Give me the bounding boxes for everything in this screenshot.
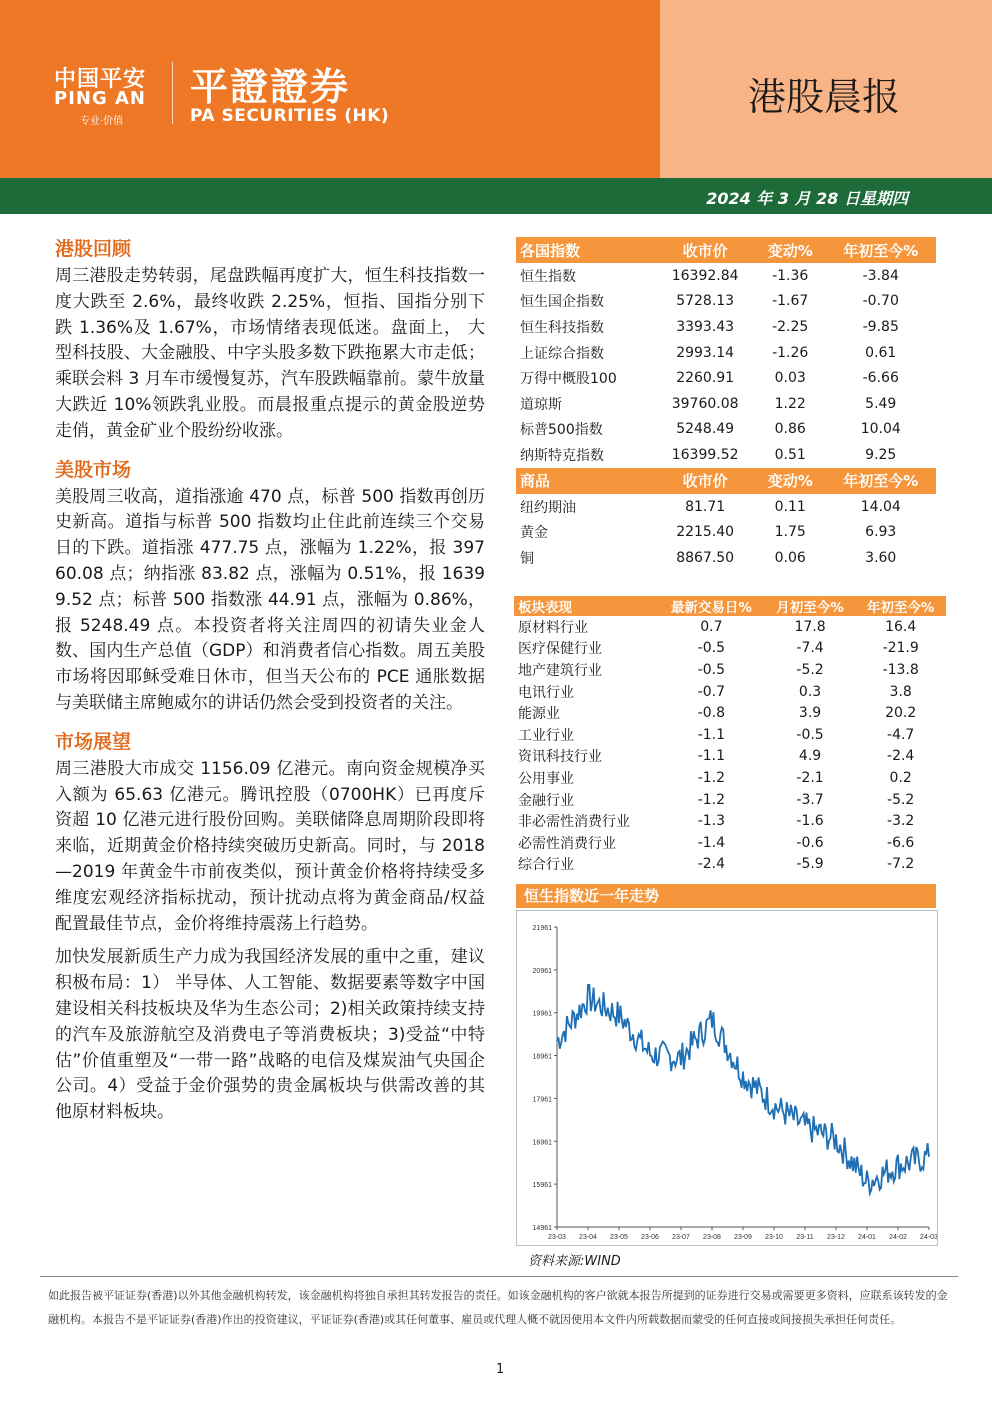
page-number: 1	[496, 1362, 505, 1377]
table-cell: -1.67	[772, 293, 809, 310]
index-table-body	[516, 263, 936, 468]
table-cell: 14.04	[860, 498, 901, 515]
table-cell: -1.4	[697, 834, 726, 851]
table-cell: -0.6	[796, 834, 824, 851]
x-tick-label: 23-08	[703, 1234, 721, 1241]
row-label: 医疗保健行业	[518, 641, 602, 658]
column-header: 年初至今%	[825, 468, 936, 494]
table-cell: -5.9	[796, 856, 824, 873]
column-header: 最新交易日%	[658, 596, 765, 616]
table-cell: 0.3	[798, 683, 822, 700]
table-row	[516, 494, 936, 520]
table-cell: -2.1	[796, 769, 824, 786]
section-title: 港股回顾	[55, 238, 132, 260]
row-label: 黄金	[520, 525, 548, 542]
table-cell: 8867.50	[676, 549, 735, 566]
x-tick-label: 24-03	[920, 1234, 937, 1241]
column-header: 板块表现	[514, 596, 658, 616]
disclaimer-text: 如此报告被平证证券(香港)以外其他金融机构转发，该金融机构将独自承担其转发报告的责任。如该金融机构的客户欲就本报告所提到的证券进行交易或需要更多资料，应联系该转发的金融机构。本报告不是平证证券(香港)作出的投资建议，平证证券(香港)或其任何董事、雇员或代理人概不就因使用本文件内所载数据而蒙受的任何直接或间接损失承担任何责任。	[48, 1289, 948, 1326]
commentary-column	[55, 236, 485, 1138]
table-row	[514, 832, 946, 854]
row-label: 纽约期油	[520, 499, 576, 516]
table-row	[516, 263, 936, 289]
table-cell: 0.7	[700, 618, 723, 635]
logo-divider	[172, 62, 173, 124]
table-row	[516, 289, 936, 315]
row-label: 恒生指数	[520, 268, 576, 285]
section-hk-review	[55, 236, 485, 445]
table-cell: 39760.08	[671, 395, 739, 412]
table-cell: 2260.91	[676, 370, 735, 387]
footer-divider	[40, 1276, 958, 1277]
table-cell: 0.51	[774, 446, 806, 463]
table-cell: 4.9	[798, 748, 822, 765]
section-us-market	[55, 457, 485, 717]
x-tick-label: 23-09	[734, 1234, 752, 1241]
index-table	[516, 237, 936, 571]
section-paragraph: 周三港股走势转弱，尾盘跌幅再度扩大，恒生科技指数一度大跌至 2.6%，最终收跌 2.25%，恒指、国指分别下跌 1.36%及 1.67%，市场情绪表现低迷。盘面上， 大型科技股、大金融股、中字头股多数下跌拖累大市走低；乘联会料 3 月车市缓慢复苏，汽车股跌幅靠前。蒙牛放量大跌近 10%领跌乳业股。而晨报重点提示的黄金股逆势走俏，黄金矿业个股纷纷收涨。	[55, 266, 485, 441]
x-tick-label: 23-12	[827, 1234, 845, 1241]
table-cell: -1.2	[697, 791, 726, 808]
table-cell: -0.8	[697, 705, 726, 722]
table-cell: -2.4	[697, 856, 726, 873]
row-label: 综合行业	[518, 857, 574, 874]
table-cell: -0.5	[697, 661, 726, 678]
table-row	[514, 638, 946, 660]
row-label: 资讯科技行业	[518, 749, 602, 766]
table-row	[516, 417, 936, 443]
y-tick-label: 16961	[532, 1139, 552, 1147]
table-cell: 16392.84	[671, 267, 739, 284]
table-row	[514, 854, 946, 876]
pingan-tagline: 专业·价值	[80, 116, 124, 127]
table-cell: 0.2	[889, 769, 912, 786]
pingan-logo-cn: 中国平安	[54, 67, 147, 92]
x-tick-label: 23-07	[672, 1234, 690, 1241]
y-tick-label: 17961	[532, 1096, 552, 1104]
table-cell: -1.6	[796, 813, 824, 830]
table-cell: -1.36	[772, 267, 809, 284]
table-row	[514, 810, 946, 832]
column-header: 收市价	[655, 237, 755, 263]
column-header: 年初至今%	[825, 237, 936, 263]
y-tick-label: 20961	[532, 967, 552, 975]
column-header: 各国指数	[516, 237, 655, 263]
table-cell: 3393.43	[676, 318, 735, 335]
table-cell: 5728.13	[676, 293, 735, 310]
report-date: 2024 年 3 月 28 日星期四	[706, 189, 908, 208]
x-tick-label: 24-02	[889, 1234, 907, 1241]
row-label: 万得中概股100	[520, 371, 617, 388]
table-cell: -3.2	[887, 813, 915, 830]
table-cell: -0.5	[796, 726, 824, 743]
table-row	[516, 365, 936, 391]
table-cell: -2.4	[887, 748, 915, 765]
table-cell: -2.25	[772, 318, 809, 335]
row-label: 道琼斯	[520, 396, 562, 413]
table-cell: 5248.49	[676, 421, 735, 438]
table-cell: -13.8	[882, 661, 919, 678]
row-label: 恒生科技指数	[520, 319, 604, 336]
column-header: 变动%	[755, 468, 826, 494]
table-row	[514, 681, 946, 703]
sector-table	[514, 596, 946, 875]
table-cell: 20.2	[885, 705, 917, 722]
table-cell: 0.61	[865, 344, 897, 361]
table-cell: 0.11	[774, 498, 806, 515]
section-paragraph: 加快发展新质生产力成为我国经济发展的重中之重，建议积极布局：1） 半导体、人工智能、数据要素等数字中国建设相关科技板块及华为生态公司；2)相关政策持续支持的汽车及旅游航空及消费电子等消费板块；3)受益“中特估”价值重塑及“一带一路”战略的电信及煤炭油气央国企公司。4）受益于金价强势的贵金属板块与供需改善的其他原材料板块。	[55, 947, 485, 1123]
row-label: 公用事业	[518, 770, 574, 787]
x-tick-label: 23-06	[641, 1234, 659, 1241]
y-tick-label: 21961	[532, 925, 552, 932]
table-cell: 3.9	[798, 705, 822, 722]
row-label: 金融行业	[518, 792, 574, 809]
table-row	[514, 767, 946, 789]
table-cell: 17.8	[794, 618, 826, 635]
table-header-row	[516, 468, 936, 494]
section-paragraph: 美股周三收高，道指涨逾 470 点，标普 500 指数再创历史新高。道指与标普 500 指数均止住此前连续三个交易日的下跌。道指涨 477.75 点，涨幅为 1.22%，报 39760.08 点；纳指涨 83.82 点，涨幅为 0.51%，报 16399.52 点；标普 500 指数涨 44.91 点，涨幅为 0.86%，报 5248.49 点。本投资者将关注周四的初请失业金人数、国内生产总值（GDP）和消费者信心指数。周五美股市场将因耶稣受难日休市，但当天公布的 PCE 通胀数据与美联储主席鲍威尔的讲话仍然会受到投资者的关注。	[55, 486, 485, 713]
table-cell: 2215.40	[676, 524, 735, 541]
hsi-chart	[516, 910, 938, 1246]
chart-source: 资料来源:WIND	[528, 1254, 621, 1269]
table-cell: 1.75	[774, 524, 806, 541]
y-tick-label: 15961	[532, 1182, 552, 1190]
section-title: 市场展望	[55, 730, 132, 753]
table-cell: 1.22	[774, 395, 806, 412]
table-cell: -7.2	[887, 856, 915, 873]
section-outlook	[55, 729, 485, 1126]
table-cell: -21.9	[882, 640, 919, 657]
x-tick-label: 24-01	[858, 1234, 876, 1241]
table-cell: -4.7	[887, 726, 915, 743]
table-cell: 2993.14	[676, 344, 735, 361]
column-header: 月初至今%	[765, 596, 856, 616]
table-cell: -1.1	[697, 748, 726, 765]
table-cell: -6.66	[862, 370, 899, 387]
row-label: 恒生国企指数	[520, 294, 604, 311]
table-row	[514, 789, 946, 811]
column-header: 商品	[516, 468, 655, 494]
row-label: 电讯行业	[518, 684, 574, 701]
sector-table-body	[514, 616, 946, 875]
table-cell: 0.06	[774, 549, 806, 566]
table-cell: -1.1	[697, 726, 726, 743]
row-label: 标普500指数	[520, 422, 603, 439]
pingan-logo-en: PING AN	[54, 88, 146, 109]
table-cell: 0.03	[774, 370, 806, 387]
hsi-series-line	[557, 985, 929, 1194]
brand-name-en: PA SECURITIES (HK)	[190, 106, 390, 126]
y-tick-label: 14961	[532, 1225, 552, 1232]
table-cell: -9.85	[862, 318, 899, 335]
table-cell: 9.25	[865, 446, 897, 463]
table-cell: 5.49	[865, 395, 897, 412]
x-tick-label: 23-11	[796, 1234, 814, 1241]
table-row	[516, 391, 936, 417]
table-cell: 16399.52	[671, 446, 739, 463]
table-cell: -0.5	[697, 640, 726, 657]
hsi-chart-svg	[517, 911, 937, 1245]
table-header-row	[514, 596, 946, 616]
column-header: 收市价	[655, 468, 755, 494]
column-header: 年初至今%	[855, 596, 946, 616]
table-row	[514, 702, 946, 724]
table-cell: -0.7	[697, 683, 726, 700]
table-row	[514, 746, 946, 768]
table-cell: 16.4	[885, 618, 917, 635]
y-tick-label: 18961	[532, 1053, 552, 1061]
table-cell: -5.2	[796, 661, 824, 678]
table-cell: 0.86	[774, 421, 806, 438]
column-header: 变动%	[755, 237, 826, 263]
table-cell: -1.2	[697, 769, 726, 786]
row-label: 纳斯特克指数	[520, 447, 604, 464]
row-label: 上证综合指数	[520, 345, 604, 362]
x-tick-label: 23-05	[610, 1234, 628, 1241]
table-cell: 6.93	[865, 524, 897, 541]
commodity-table-body	[516, 494, 936, 571]
table-cell: -0.70	[862, 293, 899, 310]
table-cell: -1.26	[772, 344, 809, 361]
x-tick-label: 23-03	[548, 1234, 566, 1241]
table-header-row	[516, 237, 936, 263]
row-label: 非必需性消费行业	[518, 814, 630, 831]
report-title: 港股晨报	[748, 75, 901, 119]
table-cell: -6.6	[887, 834, 915, 851]
row-label: 必需性消费行业	[518, 835, 616, 852]
section-title: 美股市场	[55, 458, 132, 481]
chart-title: 恒生指数近一年走势	[516, 884, 936, 908]
section-paragraph: 周三港股大市成交 1156.09 亿港元。南向资金规模净买入额为 65.63 亿港元。腾讯控股（0700HK）已再度斥资超 10 亿港元进行股份回购。美联储降息周期阶段即将来临，近期黄金价格持续突破历史新高。同时，与 2018—2019 年黄金牛市前夜类似，预计黄金价格将持续受多维度宏观经济指标扰动，预计扰动点将为黄金商品/权益配置最佳节点，金价将维持震荡上行趋势。	[55, 758, 485, 934]
table-cell: -7.4	[796, 640, 824, 657]
table-row	[514, 724, 946, 746]
row-label: 能源业	[518, 706, 560, 723]
table-cell: 81.71	[685, 498, 726, 515]
x-tick-label: 23-10	[765, 1234, 783, 1241]
y-tick-label: 19961	[532, 1010, 552, 1018]
table-cell: -3.84	[862, 267, 899, 284]
brand-name-cn: 平證證券	[190, 65, 351, 109]
table-cell: 3.60	[865, 549, 897, 566]
table-cell: 3.8	[889, 683, 912, 700]
table-row	[516, 340, 936, 366]
table-row	[516, 314, 936, 340]
row-label: 铜	[520, 550, 534, 567]
table-row	[514, 616, 946, 638]
table-cell: 10.04	[860, 421, 901, 438]
table-row	[516, 442, 936, 468]
row-label: 原材料行业	[518, 619, 588, 636]
table-row	[516, 545, 936, 571]
row-label: 地产建筑行业	[518, 662, 602, 679]
table-cell: -1.3	[697, 813, 726, 830]
table-row	[514, 659, 946, 681]
x-tick-label: 23-04	[579, 1234, 597, 1241]
row-label: 工业行业	[518, 727, 574, 744]
table-cell: -3.7	[796, 791, 824, 808]
table-row	[516, 519, 936, 545]
table-cell: -5.2	[887, 791, 915, 808]
